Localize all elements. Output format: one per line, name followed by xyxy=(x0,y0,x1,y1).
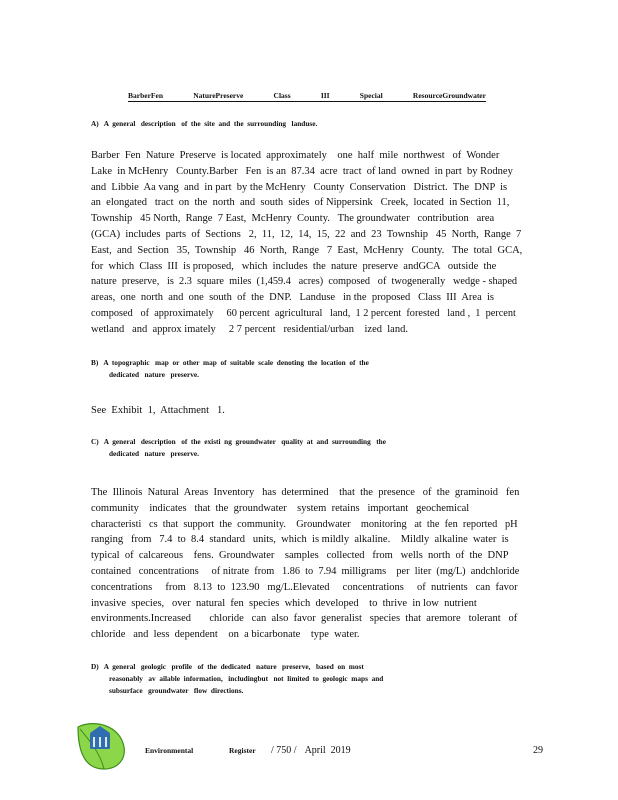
section-d-heading xyxy=(91,661,505,697)
footer-publication: Environmental xyxy=(145,746,194,755)
body-text-line: The Illinois Natural Areas Inventory has determined that the presence of the graminoid fen xyxy=(91,487,520,498)
title-roman: III xyxy=(320,91,330,100)
body-text-line: East, and Section 35, Township 46 North, Range 7 East, McHenry County. The total GCA, xyxy=(91,244,523,256)
section-c-heading-line2: dedicated nature preserve. xyxy=(109,449,199,458)
body-text-line: (GCA) includes parts of Sections 2, 11, 12, 14, 15, 22 and 23 Township 45 North, Range 7 xyxy=(91,228,522,240)
section-b-heading-line2: dedicated nature preserve. xyxy=(109,370,199,379)
section-b-heading xyxy=(91,357,505,381)
title-special: Special xyxy=(359,91,383,100)
body-text-line: areas, one north and one south of the DNP. Landuse in the proposed Class III Area is xyxy=(91,292,495,304)
footer-date: April 2019 xyxy=(304,745,351,756)
section-c-body xyxy=(91,485,523,643)
title-fen-name: BarberFen xyxy=(128,91,163,100)
body-text-line: for which Class III is proposed, which includes the nature preserve andGCA outside the xyxy=(91,260,497,272)
body-text-line: concentrations from 8.13 to 123.90 mg/L.Elevated concentrations of nutrients can favor xyxy=(91,581,518,593)
body-text-line: invasive species, over natural fen species which developed to thrive in low nutrient xyxy=(91,597,477,609)
section-b-answer: See Exhibit 1, Attachment 1. xyxy=(91,405,225,416)
section-d-heading-line1: D) A general geologic profile of the dedicated nature preserve, based on most xyxy=(91,662,364,671)
title-resource: ResourceGroundwater xyxy=(412,91,486,100)
body-text-line: composed of approximately 60 percent agricultural land, 1 2 percent forested land , 1 percent xyxy=(91,307,516,319)
body-text-line: chloride and less dependent on a bicarbonate type water. xyxy=(91,629,360,641)
body-text-line: contained concentrations of nitrate from 1.86 to 7.94 milligrams per liter (mg/L) andchloride xyxy=(91,565,520,577)
section-d-heading-line3: subsurface groundwater flow directions. xyxy=(109,686,244,695)
section-a-heading-text: A) A general description of the site and the surrounding landuse. xyxy=(91,119,318,128)
footer-register: Register xyxy=(229,746,256,755)
environmental-register-leaf-logo xyxy=(74,719,128,773)
body-text-line: wetland and approx imately 2 7 percent residential/urban ized land. xyxy=(91,323,408,335)
body-text-line: Barber Fen Nature Preserve is located approximately one half mile northwest of Wonder xyxy=(91,150,500,161)
page-footer xyxy=(145,745,543,756)
document-title xyxy=(128,91,486,102)
section-c-heading xyxy=(91,436,505,460)
body-text-line: an elongated tract on the north and south sides of Nippersink Creek, located in Section 11, xyxy=(91,197,510,209)
section-a-heading xyxy=(91,118,505,130)
section-c-heading-line1: C) A general description of the existi ng groundwater quality at and surrounding the xyxy=(91,437,386,446)
body-text-line: community indicates that the groundwater system retains important geochemical xyxy=(91,502,470,514)
section-a-body xyxy=(91,148,523,338)
section-d-heading-line2: reasonably av ailable information, includingbut not limited to geologic maps and xyxy=(109,674,384,683)
title-preserve: NaturePreserve xyxy=(193,91,244,100)
body-text-line: ranging from 7.4 to 8.4 standard units, which is mildly alkaline. Mildly alkaline water is xyxy=(91,534,509,546)
body-text-line: and Libbie Aa vang and in part by the McHenry County Conservation District. The DNP is xyxy=(91,181,508,193)
body-text-line: characteristi cs that support the community. Groundwater monitoring at the fen reported pH xyxy=(91,518,518,530)
title-class: Class xyxy=(273,91,291,100)
body-text-line: Lake in McHenry County.Barber Fen is an 87.34 acre tract of land owned in part by Rodney xyxy=(91,165,513,177)
section-b-heading-line1: B) A topographic map or other map of suitable scale denoting the location of the xyxy=(91,358,369,367)
body-text-line: typical of calcareous fens. Groundwater samples collected from wells north of the DNP xyxy=(91,550,509,562)
footer-issue: / 750 / xyxy=(271,745,297,756)
body-text-line: Township 45 North, Range 7 East, McHenry County. The groundwater contribution area xyxy=(91,213,495,225)
body-text-line: environments.Increased chloride can also favor generalist species that aremore tolerant of xyxy=(91,613,518,625)
body-text-line: nature preserve, is 2.3 square miles (1,459.4 acres) composed of twogenerally wedge - shaped xyxy=(91,276,518,288)
footer-page-number: 29 xyxy=(533,745,543,756)
